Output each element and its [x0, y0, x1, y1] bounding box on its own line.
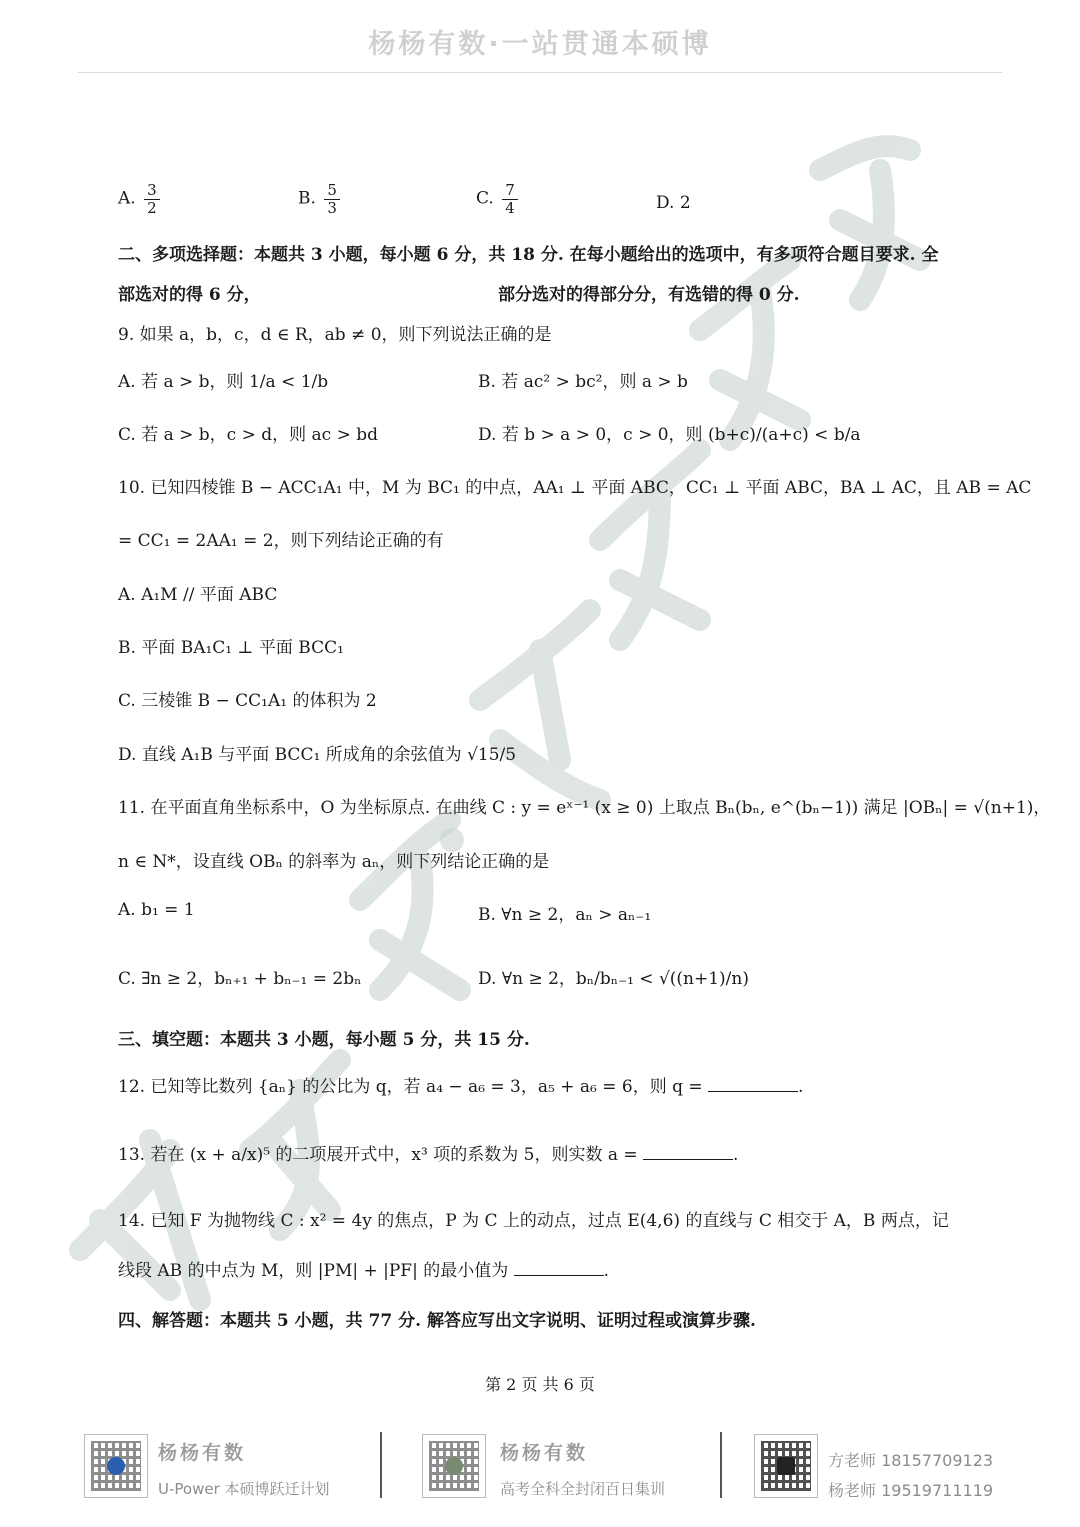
q11-stem-2: n ∈ N*，设直线 OBₙ 的斜率为 aₙ，则下列结论正确的是 [118, 852, 550, 872]
q8-choice-a [118, 182, 163, 216]
q10-option-b: B. 平面 BA₁C₁ ⊥ 平面 BCC₁ [118, 638, 344, 658]
section3-title: 三、填空题：本题共 3 小题，每小题 5 分，共 15 分. [118, 1030, 530, 1050]
q13-question: 13. 若在 (x + a/x)⁵ 的二项展开式中，x³ 项的系数为 5，则实数 a = [118, 1145, 638, 1165]
q8-choice-c [476, 182, 521, 216]
footer-contact-1: 方老师 18157709123 [828, 1451, 994, 1470]
footer-brand-2: 杨杨有数 [500, 1442, 589, 1464]
q11-option-c: C. ∃n ≥ 2，bₙ₊₁ + bₙ₋₁ = 2bₙ [118, 969, 362, 989]
q13-text [118, 1140, 738, 1165]
q11-option-b: B. ∀n ≥ 2，aₙ > aₙ₋₁ [478, 905, 652, 925]
fraction [144, 182, 160, 216]
q14-line-2 [118, 1256, 609, 1281]
q14-line-1: 14. 已知 F 为抛物线 C : x² = 4y 的焦点，P 为 C 上的动点，过点 E(4,6) 的直线与 C 相交于 A，B 两点，记 [118, 1211, 949, 1231]
numerator: 7 [502, 182, 518, 200]
q10-option-c: C. 三棱锥 B − CC₁A₁ 的体积为 2 [118, 691, 377, 711]
q9-option-a: A. 若 a > b，则 1/a < 1/b [118, 372, 329, 392]
q14-period: . [603, 1261, 610, 1281]
q13-answer-blank[interactable] [643, 1143, 733, 1160]
footer-contact-2: 杨老师 19519711119 [828, 1481, 994, 1500]
q11-option-a: A. b₁ = 1 [118, 900, 195, 920]
choice-label: B. [298, 188, 316, 209]
q9-option-b: B. 若 ac² > bc²，则 a > b [478, 372, 688, 392]
q12-question: 12. 已知等比数列 {aₙ} 的公比为 q，若 a₄ − a₆ = 3，a₅ + a₆ = 6，则 q = [118, 1077, 703, 1097]
q12-answer-blank[interactable] [708, 1075, 798, 1092]
denominator: 4 [505, 198, 515, 217]
q14-question: 线段 AB 的中点为 M，则 |PM| + |PF| 的最小值为 [118, 1261, 509, 1281]
q10-stem-1: 10. 已知四棱锥 B − ACC₁A₁ 中，M 为 BC₁ 的中点，AA₁ ⊥ 平面 ABC，CC₁ ⊥ 平面 ABC，BA ⊥ AC，且 AB = AC [118, 478, 1032, 498]
section2-instructions-2a: 部选对的得 6 分， [118, 285, 261, 305]
footer-sub-1: U-Power 本硕博跃迁计划 [158, 1480, 330, 1498]
section4-title: 四、解答题：本题共 5 小题，共 77 分. 解答应写出文字说明、证明过程或演算步骤. [118, 1311, 756, 1331]
choice-label: D. [656, 193, 675, 213]
q12-period: . [798, 1077, 804, 1097]
q10-option-a: A. A₁M // 平面 ABC [118, 585, 278, 605]
footer-sub-2: 高考全科全封闭百日集训 [500, 1480, 666, 1498]
fraction [502, 182, 518, 216]
page-number: 第 2 页 共 6 页 [485, 1375, 595, 1394]
choice-value: 2 [679, 193, 691, 213]
denominator: 3 [327, 198, 337, 217]
footer-bar [0, 1428, 1080, 1518]
q8-choice-d [656, 193, 691, 213]
qr-code-icon [422, 1434, 486, 1498]
footer-brand-1: 杨杨有数 [158, 1442, 247, 1464]
q8-choice-b [298, 182, 343, 216]
q10-option-d: D. 直线 A₁B 与平面 BCC₁ 所成角的余弦值为 √15/5 [118, 745, 517, 765]
q12-text [118, 1072, 803, 1097]
choice-label: C. [476, 188, 494, 209]
numerator: 5 [324, 182, 340, 200]
header-divider [78, 72, 1002, 73]
q9-option-d: D. 若 b > a > 0，c > 0，则 (b+c)/(a+c) < b/a [478, 425, 861, 445]
fraction [324, 182, 340, 216]
footer-divider [720, 1432, 722, 1498]
choice-label: A. [118, 188, 136, 209]
q14-answer-blank[interactable] [514, 1259, 604, 1276]
q9-stem: 9. 如果 a，b，c，d ∈ R，ab ≠ 0，则下列说法正确的是 [118, 325, 552, 345]
denominator: 2 [147, 198, 157, 217]
qr-code-icon [84, 1434, 148, 1498]
q9-option-c: C. 若 a > b，c > d，则 ac > bd [118, 425, 379, 445]
q11-stem-1: 11. 在平面直角坐标系中，O 为坐标原点. 在曲线 C : y = eˣ⁻¹ (x ≥ 0) 上取点 Bₙ(bₙ, e^(bₙ−1)) 满足 |OBₙ| = √(n+1)， [118, 798, 1051, 818]
numerator: 3 [144, 182, 160, 200]
footer-divider [380, 1432, 382, 1498]
page-header-title: 杨杨有数·一站贯通本硕博 [368, 29, 712, 60]
section2-instructions: 二、多项选择题：本题共 3 小题，每小题 6 分，共 18 分. 在每小题给出的选项中，有多项符合题目要求. 全 [118, 245, 939, 265]
section2-instructions-2b: 部分选对的得部分分，有选错的得 0 分. [498, 285, 800, 305]
q13-period: . [733, 1145, 739, 1165]
qr-code-icon [754, 1434, 818, 1498]
q10-stem-2: = CC₁ = 2AA₁ = 2，则下列结论正确的有 [118, 531, 444, 551]
q11-option-d: D. ∀n ≥ 2，bₙ/bₙ₋₁ < √((n+1)/n) [478, 969, 749, 989]
